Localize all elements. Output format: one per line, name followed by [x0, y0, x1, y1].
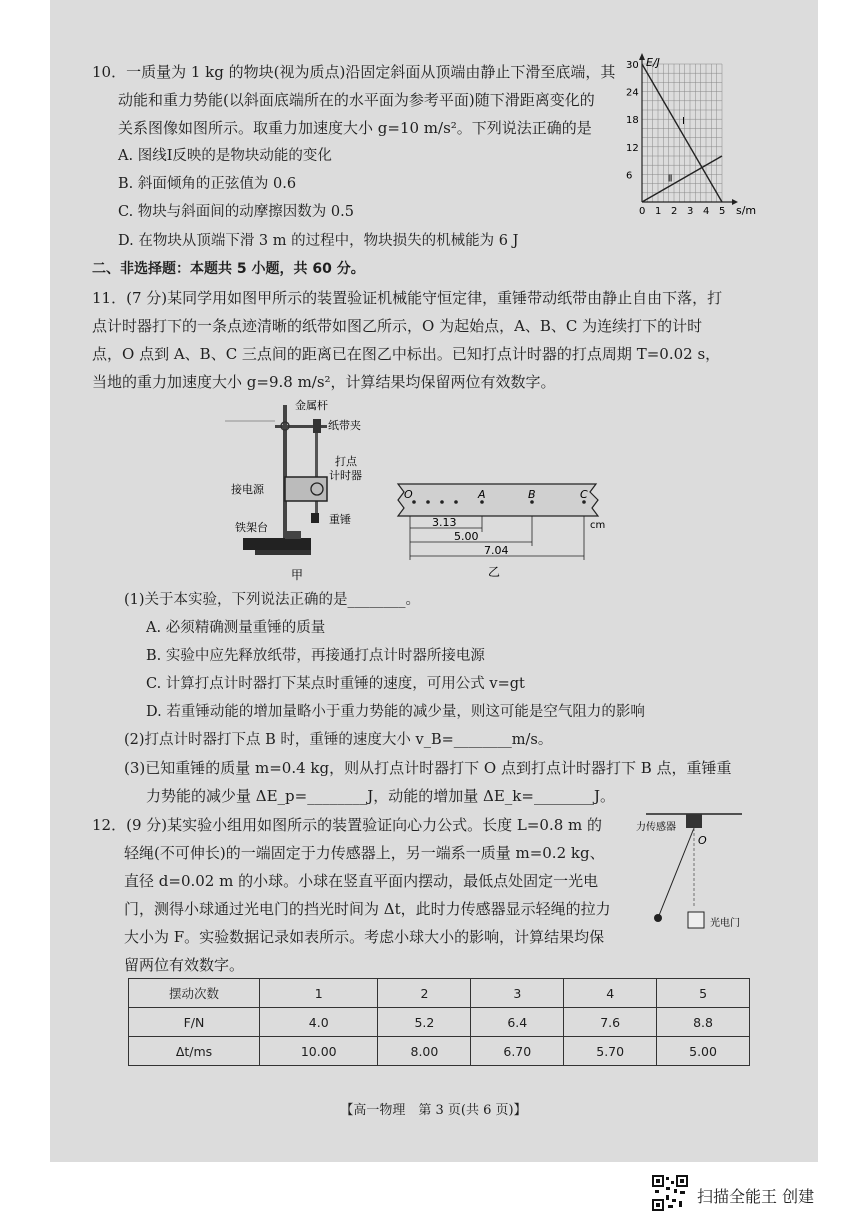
caption-jia: 甲 — [291, 568, 304, 582]
q10-option-b: B. 斜面倾角的正弦值为 0.6 — [118, 176, 297, 192]
chart-axes — [639, 53, 738, 205]
q12-stem-line6: 留两位有效数字。 — [124, 956, 245, 974]
dot — [454, 500, 458, 504]
q11-part3-line2: 力势能的减少量 ΔE_p=________J，动能的增加量 ΔE_k=________J。 — [146, 787, 615, 805]
string-swung — [658, 828, 694, 918]
q12-stem-line3: 直径 d=0.02 m 的小球。小球在竖直平面内摆动，最低点处固定一光电 — [124, 872, 599, 890]
dist-oc: 7.04 — [484, 544, 509, 557]
series-label-1: Ⅰ — [682, 115, 685, 127]
table-row — [129, 1037, 750, 1066]
dot — [426, 500, 430, 504]
header-cell: 5 — [657, 979, 750, 1008]
table-cell: 6.70 — [471, 1037, 564, 1066]
timer — [285, 477, 327, 501]
table-header-row — [129, 979, 750, 1008]
pendulum-figure — [632, 808, 762, 938]
figure-yi-paper-tape — [392, 478, 607, 584]
table-cell: 5.2 — [378, 1008, 471, 1037]
table-cell: 4.0 — [260, 1008, 378, 1037]
table-cell: F/N — [129, 1008, 260, 1037]
y-tick-label: 18 — [626, 115, 639, 127]
label-photogate: 光电门 — [710, 918, 740, 929]
hammer — [311, 513, 319, 523]
label-hammer: 重锤 — [329, 513, 351, 526]
label-stand: 铁架台 — [235, 521, 268, 534]
q11-p1-option-b: B. 实验中应先释放纸带，再接通打点计时器所接电源 — [146, 648, 485, 664]
q12-stem-line2: 轻绳(不可伸长)的一端固定于力传感器上，另一端系一质量 m=0.2 kg、 — [124, 844, 605, 862]
table-row — [129, 1008, 750, 1037]
figure-jia-apparatus — [225, 395, 375, 585]
q10-stem-line3: 关系图像如图所示。取重力加速度大小 g=10 m/s²。下列说法正确的是 — [118, 119, 592, 137]
qr-code-icon — [652, 1175, 688, 1211]
caption-yi: 乙 — [488, 565, 501, 579]
force-sensor — [686, 814, 702, 828]
x-tick-label: 2 — [671, 206, 678, 217]
y-axis-arrow — [639, 53, 645, 60]
header-cell: 3 — [471, 979, 564, 1008]
dot — [412, 500, 416, 504]
unit-cm: cm — [590, 520, 606, 531]
q12-stem-line1: 12．(9 分)某实验小组用如图所示的装置验证向心力公式。长度 L=0.8 m 的 — [92, 816, 603, 834]
scanner-watermark: 扫描全能王 创建 — [697, 1187, 815, 1206]
table-cell: Δt/ms — [129, 1037, 260, 1066]
x-tick-label: 4 — [703, 206, 710, 217]
point-a: A — [478, 488, 486, 501]
table-cell: 7.6 — [564, 1008, 657, 1037]
series-line-2 — [642, 156, 722, 202]
label-force-sensor: 力传感器 — [636, 822, 676, 833]
label-power: 接电源 — [231, 483, 264, 496]
q11-part1: (1)关于本实验，下列说法正确的是________。 — [124, 592, 421, 608]
photogate — [688, 912, 704, 928]
header-cell: 1 — [260, 979, 378, 1008]
ball — [654, 914, 662, 922]
table-cell: 5.70 — [564, 1037, 657, 1066]
label-tape-clip: 纸带夹 — [328, 419, 361, 432]
q11-p1-option-a: A. 必须精确测量重锤的质量 — [146, 620, 326, 636]
q10-option-c: C. 物块与斜面间的动摩擦因数为 0.5 — [118, 204, 354, 220]
page-footer: 【高一物理 第 3 页(共 6 页)】 — [340, 1103, 527, 1118]
q10-option-d: D. 在物块从顶端下滑 3 m 的过程中，物块损失的机械能为 6 J — [118, 233, 519, 249]
tape — [398, 484, 598, 516]
x-tick-label: 5 — [719, 206, 726, 217]
point-c: C — [580, 488, 588, 501]
q12-stem-line4: 门，测得小球通过光电门的挡光时间为 Δt，此时力传感器显示轻绳的拉力 — [124, 900, 611, 918]
dist-oa: 3.13 — [432, 516, 457, 529]
label-timer-1: 打点 — [335, 455, 357, 468]
q11-p1-option-c: C. 计算打点计时器打下某点时重锤的速度，可用公式 v=gt — [146, 676, 525, 692]
q11-stem-line4: 当地的重力加速度大小 g=9.8 m/s²，计算结果均保留两位有效数字。 — [92, 373, 556, 391]
table-cell: 10.00 — [260, 1037, 378, 1066]
base — [243, 538, 311, 550]
table-cell: 8.00 — [378, 1037, 471, 1066]
y-axis-label: E/J — [646, 56, 660, 69]
q11-stem-line3: 点，O 点到 A、B、C 三点间的距离已在图乙中标出。已知打点计时器的打点周期 T=0.02 s， — [92, 345, 721, 363]
header-cell: 4 — [564, 979, 657, 1008]
point-b: B — [528, 488, 536, 501]
header-cell: 2 — [378, 979, 471, 1008]
q12-stem-line5: 大小为 F。实验数据记录如表所示。考虑小球大小的影响，计算结果均保 — [124, 928, 605, 946]
tape-clip — [313, 419, 321, 433]
q11-part2: (2)打点计时器打下点 B 时，重锤的速度大小 v_B=________m/s。 — [124, 732, 553, 748]
q10-stem-line1: 10．一质量为 1 kg 的物块(视为质点)沿固定斜面从顶端由静止下滑至底端，其 — [92, 63, 616, 81]
x-tick-label: 0 — [639, 206, 646, 217]
section-2-header: 二、非选择题：本题共 5 小题，共 60 分。 — [92, 261, 365, 277]
header-cell: 摆动次数 — [129, 979, 260, 1008]
label-pivot-o: O — [698, 834, 707, 847]
point-o: O — [404, 488, 413, 501]
q10-option-a: A. 图线Ⅰ反映的是物块动能的变化 — [118, 148, 332, 164]
q11-stem-line1: 11．(7 分)某同学用如图甲所示的装置验证机械能守恒定律，重锤带动纸带由静止自由下落，打 — [92, 289, 723, 307]
x-axis-label: s/m — [736, 204, 757, 217]
x-tick-label: 3 — [687, 206, 694, 217]
x-tick-label: 1 — [655, 206, 662, 217]
series-label-2: Ⅱ — [667, 173, 673, 185]
y-tick-label: 24 — [626, 87, 639, 99]
chart-series — [642, 64, 722, 202]
q10-stem-line2: 动能和重力势能(以斜面底端所在的水平面为参考平面)随下滑距离变化的 — [118, 91, 595, 109]
q11-stem-line2: 点计时器打下的一条点迹清晰的纸带如图乙所示，O 为起始点，A、B、C 为连续打下的计时 — [92, 317, 703, 335]
table-cell: 5.00 — [657, 1037, 750, 1066]
y-tick-label: 30 — [626, 60, 639, 71]
table-cell: 6.4 — [471, 1008, 564, 1037]
dot — [440, 500, 444, 504]
energy-distance-chart — [612, 50, 762, 225]
label-metal-rod: 金属杆 — [295, 399, 328, 412]
y-tick-label: 12 — [626, 142, 639, 154]
series-line-1 — [642, 64, 722, 202]
q12-data-table — [128, 978, 750, 1066]
q11-p1-option-d: D. 若重锤动能的增加量略小于重力势能的减少量，则这可能是空气阻力的影响 — [146, 704, 645, 720]
table-cell: 8.8 — [657, 1008, 750, 1037]
dist-ob: 5.00 — [454, 530, 479, 543]
q11-part3-line1: (3)已知重锤的质量 m=0.4 kg，则从打点计时器打下 O 点到打点计时器打下 B 点，重锤重 — [124, 759, 732, 777]
y-tick-label: 6 — [626, 170, 633, 182]
chart-ticks — [626, 60, 725, 217]
label-timer-2: 计时器 — [329, 469, 362, 482]
